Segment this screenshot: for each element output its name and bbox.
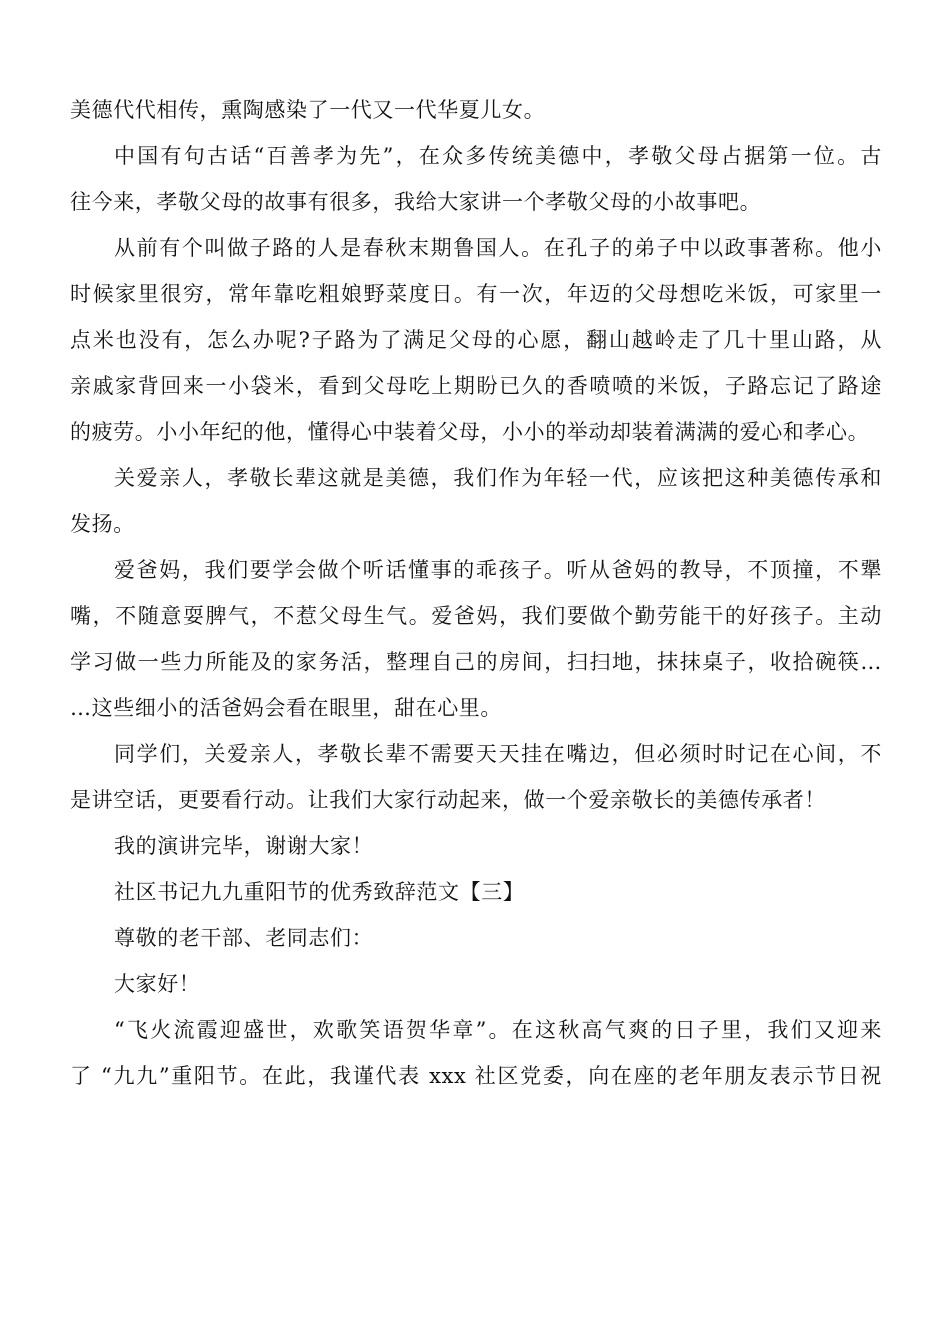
text-line: 尊敬的老干部、老同志们： <box>114 926 374 950</box>
text-line: 美德代代相传，熏陶感染了一代又一代华夏儿女。 <box>70 98 546 122</box>
text-line: 学习做一些力所能及的家务活，整理自己的房间，扫扫地，抹抹桌子，收拾碗筷… <box>70 650 882 674</box>
text-line: …这些细小的活爸妈会看在眼里，甜在心里。 <box>70 696 502 720</box>
text-line: 中国有句古话“百善孝为先”，在众多传统美德中，孝敬父母占据第一位。古 <box>114 144 882 168</box>
text-line: 爱爸妈，我们要学会做个听话懂事的乖孩子。听从爸妈的教导，不顶撞，不犟 <box>114 558 882 582</box>
text-line: 亲戚家背回来一小袋米，看到父母吃上期盼已久的香喷喷的米饭，子路忘记了路途 <box>70 374 882 398</box>
text-line: 发扬。 <box>70 512 135 536</box>
text-line: 我的演讲完毕，谢谢大家！ <box>114 834 374 858</box>
text-line: 时候家里很穷，常年靠吃粗娘野菜度日。有一次，年迈的父母想吃米饭，可家里一 <box>70 282 882 306</box>
text-line: “飞火流霞迎盛世，欢歌笑语贺华章”。在这秋高气爽的日子里，我们又迎来 <box>114 1018 882 1042</box>
text-line: 点米也没有，怎么办呢?子路为了满足父母的心愿，翻山越岭走了几十里山路，从 <box>70 328 882 352</box>
text-line: 同学们，关爱亲人，孝敬长辈不需要天天挂在嘴边，但必须时时记在心间，不 <box>114 742 882 766</box>
text-line: 是讲空话，更要看行动。让我们大家行动起来，做一个爱亲敬长的美德传承者！ <box>70 788 826 812</box>
text-line: 的疲劳。小小年纪的他，懂得心中装着父母，小小的举动却装着满满的爱心和孝心。 <box>70 420 870 444</box>
text-line: 从前有个叫做子路的人是春秋末期鲁国人。在孔子的弟子中以政事著称。他小 <box>114 236 882 260</box>
text-line: 往今来，孝敬父母的故事有很多，我给大家讲一个孝敬父母的小故事吧。 <box>70 190 762 214</box>
document-page <box>70 87 882 1099</box>
text-line: 大家好！ <box>114 972 201 996</box>
text-line: 了 “九九”重阳节。在此，我谨代表 xxx 社区党委，向在座的老年朋友表示节日祝 <box>70 1064 882 1088</box>
text-line: 关爱亲人，孝敬长辈这就是美德，我们作为年轻一代，应该把这种美德传承和 <box>114 466 882 490</box>
text-line: 嘴，不随意耍脾气，不惹父母生气。爱爸妈，我们要做个勤劳能干的好孩子。主动 <box>70 604 882 628</box>
section-heading: 社区书记九九重阳节的优秀致辞范文【三】 <box>114 880 525 904</box>
